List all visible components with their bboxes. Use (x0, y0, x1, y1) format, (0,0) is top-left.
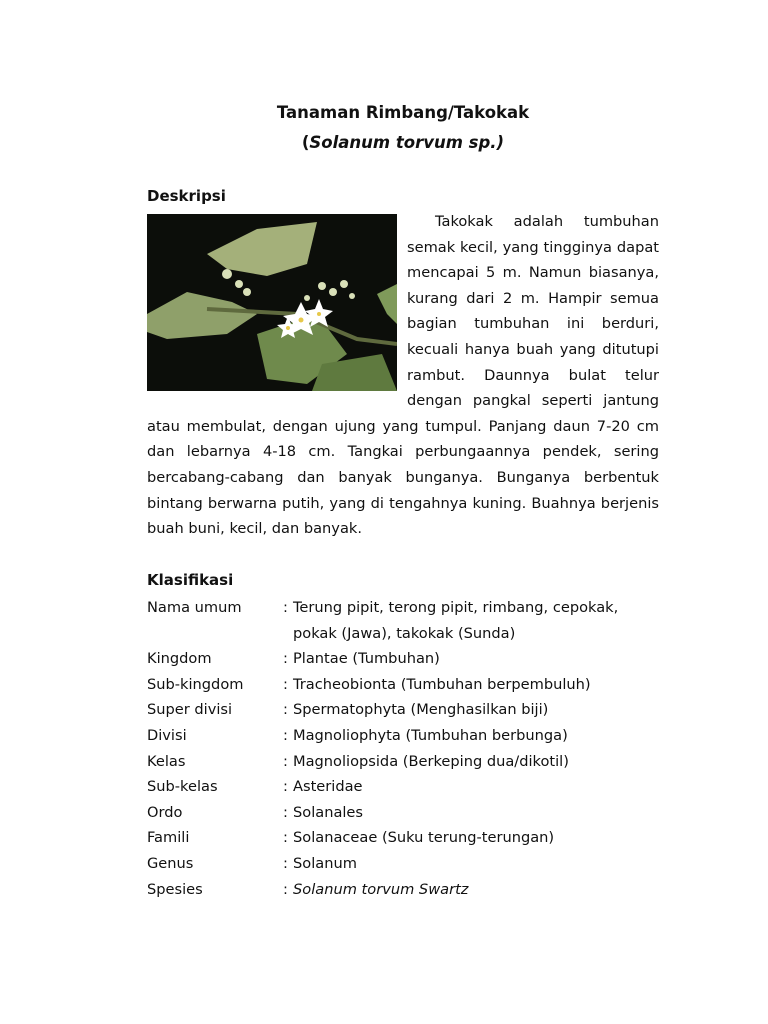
row-label: Ordo (147, 803, 183, 821)
row-separator: : (283, 675, 288, 693)
row-value: Solanales (293, 803, 364, 821)
classification-row (147, 851, 667, 877)
deskripsi-heading: Deskripsi (147, 187, 226, 205)
row-value: Plantae (Tumbuhan) (293, 650, 440, 668)
subtitle-paren: ( (301, 133, 310, 152)
row-separator: : (283, 803, 288, 821)
classification-row (147, 825, 667, 851)
row-value: Spermatophyta (Menghasilkan biji) (293, 701, 549, 719)
row-separator: : (283, 599, 288, 616)
plant-photo-image (147, 214, 397, 391)
document-title: Tanaman Rimbang/Takokak (276, 103, 530, 122)
classification-row (147, 646, 667, 672)
row-label: Divisi (147, 726, 187, 744)
row-value: Asteridae (293, 778, 363, 796)
row-label: Genus (147, 854, 194, 872)
row-value: Terung pipit, terong pipit, rimbang, cepokak, pokak (Jawa), takokak (Sunda) (293, 599, 619, 642)
row-separator: : (283, 726, 288, 744)
classification-row (147, 800, 667, 826)
classification-row (147, 877, 667, 903)
row-separator: : (283, 829, 288, 847)
scientific-name: Solanum torvum sp.) (309, 133, 505, 152)
row-value: Tracheobionta (Tumbuhan berpembuluh) (293, 675, 591, 693)
plant-photo (147, 214, 397, 391)
row-label: Spesies (147, 880, 203, 898)
classification-table (147, 595, 667, 902)
row-separator: : (283, 778, 288, 796)
row-value: Magnoliopsida (Berkeping dua/dikotil) (293, 752, 569, 770)
row-separator: : (283, 854, 288, 872)
row-value: Magnoliophyta (Tumbuhan berbunga) (293, 726, 568, 744)
classification-row (147, 672, 667, 698)
klasifikasi-heading: Klasifikasi (147, 571, 234, 589)
row-label: Kingdom (147, 650, 212, 668)
document-subtitle (147, 131, 659, 155)
row-label: Super divisi (147, 701, 233, 719)
classification-row (147, 595, 667, 646)
classification-row (147, 697, 667, 723)
classification-row (147, 774, 667, 800)
row-value: Solanaceae (Suku terung-terungan) (293, 829, 555, 847)
row-label: Sub-kelas (147, 778, 218, 796)
row-separator: : (283, 880, 288, 898)
row-value: Solanum (293, 854, 357, 872)
description-text: Takokak adalah tumbuhan semak kecil, yang tingginya dapat mencapai 5 m. Namun biasanya, kurang dari 2 m. Hampir semua bagian tumbuhan ini berduri, kecuali hanya buah yang ditutupi rambut. Daunnya bulat telur dengan pangkal seperti jantung atau membulat, dengan ujung yang tumpul. Panjang daun 7-20 cm dan lebarnya 4-18 cm. Tangkai perbungaannya pendek, sering bercabang-cabang dan banyak bunganya. Bunganya berbentuk bintang berwarna putih, yang di tengahnya kuning. Buahnya berjenis buah buni, kecil, dan banyak. (147, 213, 659, 538)
row-label: Sub-kingdom (147, 675, 244, 693)
classification-row (147, 723, 667, 749)
row-label: Kelas (147, 752, 186, 770)
row-label: Famili (147, 829, 190, 847)
row-value: Solanum torvum Swartz (293, 880, 469, 898)
row-separator: : (283, 650, 288, 668)
classification-row (147, 749, 667, 775)
row-separator: : (283, 752, 288, 770)
row-label: Nama umum (147, 599, 242, 616)
row-separator: : (283, 701, 288, 719)
